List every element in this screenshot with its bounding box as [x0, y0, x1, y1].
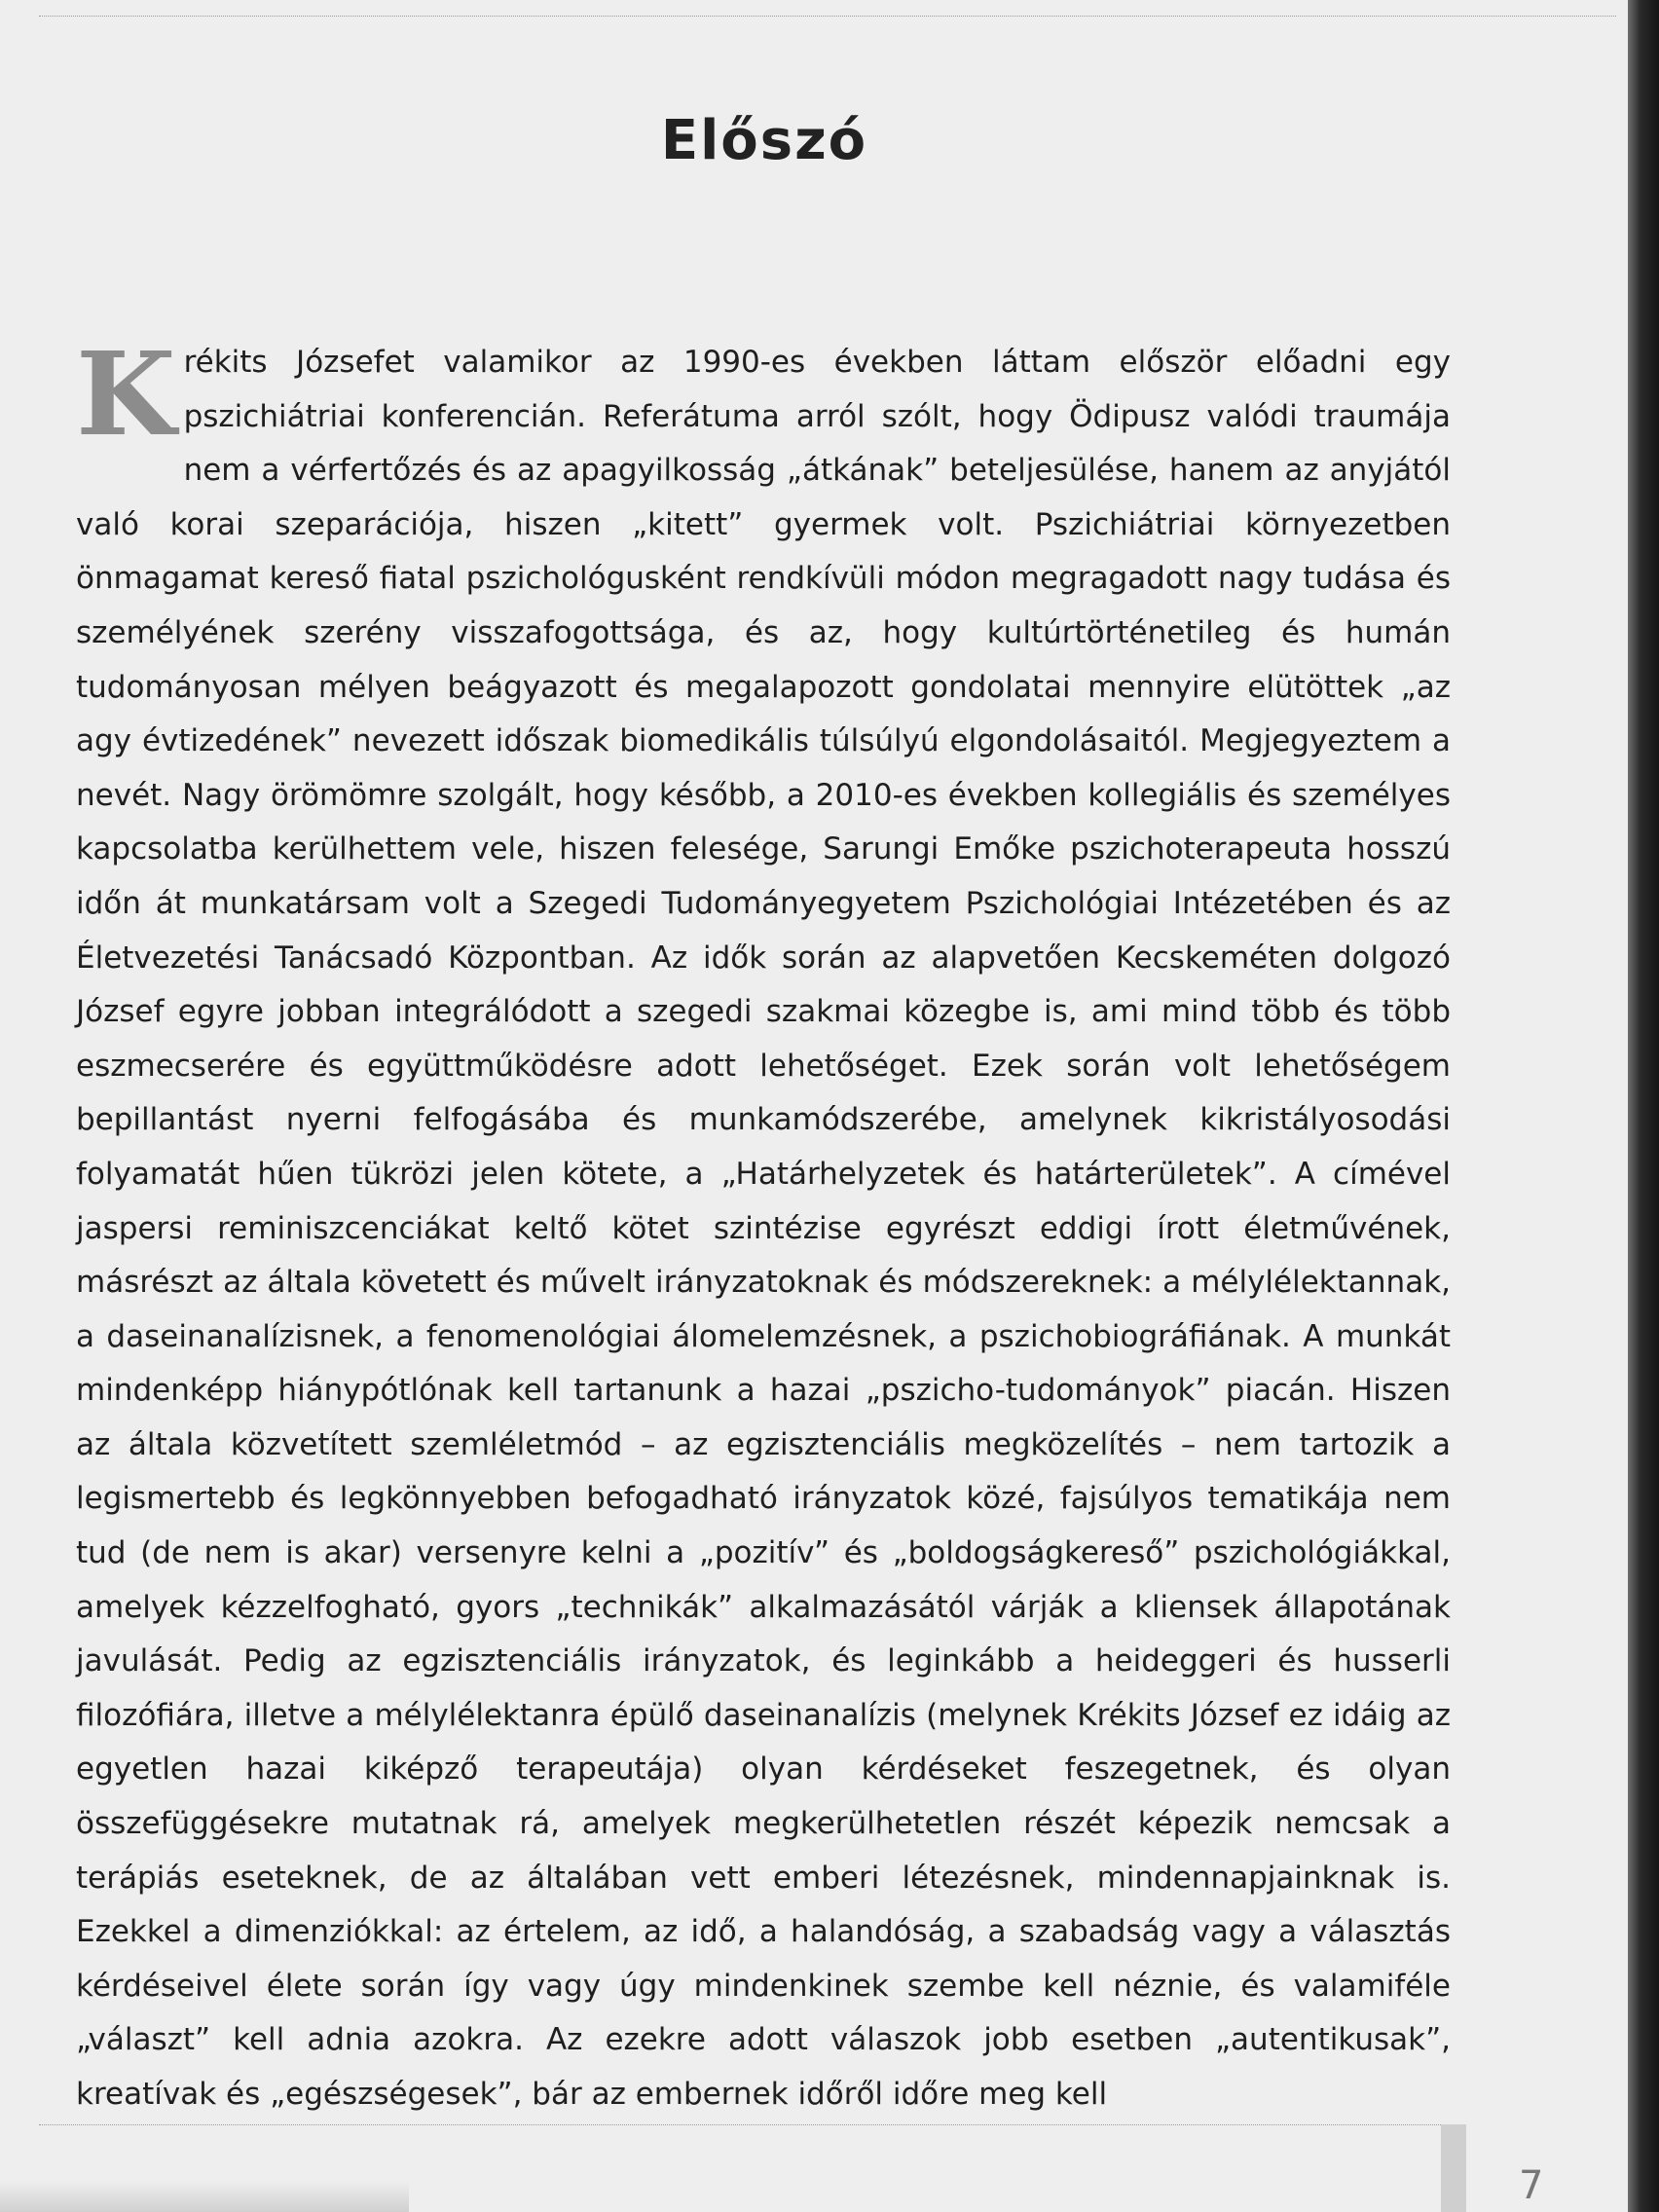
page-number-tab — [1441, 2124, 1466, 2212]
drop-cap: K — [76, 326, 176, 461]
bottom-divider — [39, 2124, 1441, 2125]
preface-paragraph — [76, 326, 1451, 2122]
page-number: 7 — [1519, 2163, 1544, 2208]
paragraph-text: rékits Józsefet valamikor az 1990-es években láttam először előadni egy pszichiátriai konferencián. Referátuma arról szólt, hogy Ödipusz valódi traumája nem a vérfertőzés és az apagyilkosság „átkának” beteljesülése, hanem az anyjától való korai szeparációja, hiszen „kitett” gyermek volt. Pszichiátriai környezetben önmagamat kereső fiatal pszichológusként rendkívüli módon megragadott nagy tudása és személyének szerény visszafogottsága, és az, hogy kultúrtörténetileg és humán tudományosan mélyen beágyazott és megalapozott gondolatai mennyire elütöttek „az agy évtizedének” nevezett időszak biomedikális túlsúlyú elgondolásaitól. Megjegyeztem a nevét. Nagy örömömre szolgált, hogy később, a 2010-es években kollegiális és személyes kapcsolatba kerülhettem vele, hiszen felesége, Sarungi Emőke pszichoterapeuta hosszú időn át munkatársam volt a Szegedi Tudományegyetem Pszichológiai Intézetében és az Életvezetési Tanácsadó Központban. Az idők során az alapvetően Kecskeméten dolgozó József egyre jobban integrálódott a szegedi szakmai közegbe is, ami mind több és több eszmecserére és együttműködésre adott lehetőséget. Ezek során volt lehetőségem bepillantást nyerni felfogásába és munkamódszerébe, amelynek kikristályosodási folyamatát hűen tükrözi jelen kötete, a „Határhelyzetek és határterületek”. A címével jaspersi reminiszcenciákat keltő kötet szintézise egyrészt eddigi írott életművének, másrészt az általa követett és művelt irányzatoknak és módszereknek: a mélylélektannak, a daseinanalízisnek, a fenomenológiai álomelemzésnek, a pszichobiográfiának. A munkát mindenképp hiánypótlónak kell tartanunk a hazai „pszicho-tudományok” piacán. Hiszen az általa közvetített szemléletmód – az egzisztenciális megközelítés – nem tartozik a legismertebb és legkönnyebben befogadható irányzatok közé, fajsúlyos tematikája nem tud (de nem is akar) versenyre kelni a „pozitív” és „boldogságkereső” pszichológiákkal, amelyek kézzelfogható, gyors „technikák” alkalmazásától várják a kliensek állapotának javulását. Pedig az egzisztenciális irányzatok, és leginkább a heideggeri és husserli filozófiára, illetve a mélylélektanra épülő daseinanalízis (melynek Krékits József ez idáig az egyetlen hazai kiképző terapeutája) olyan kérdéseket feszegetnek, és olyan összefüggésekre mutatnak rá, amelyek megkerülhetetlen részét képezik nemcsak a terápiás eseteknek, de az általában vett emberi létezésnek, mindennapjainknak is. Ezekkel a dimenziókkal: az értelem, az idő, a halandóság, a szabadság vagy a választás kérdéseivel élete során így vagy úgy mindenkinek szembe kell néznie, és valamiféle „választ” kell adnia azokra. Az ezekre adott válaszok jobb esetben „autentikusak”, kreatívak és „egészségesek”, bár az embernek időről időre meg kell — [76, 345, 1451, 2112]
footer-watermark-strip — [0, 2181, 409, 2212]
page-edge-shadow — [1628, 0, 1659, 2212]
page-title: Előszó — [660, 109, 868, 172]
top-divider — [39, 16, 1616, 18]
